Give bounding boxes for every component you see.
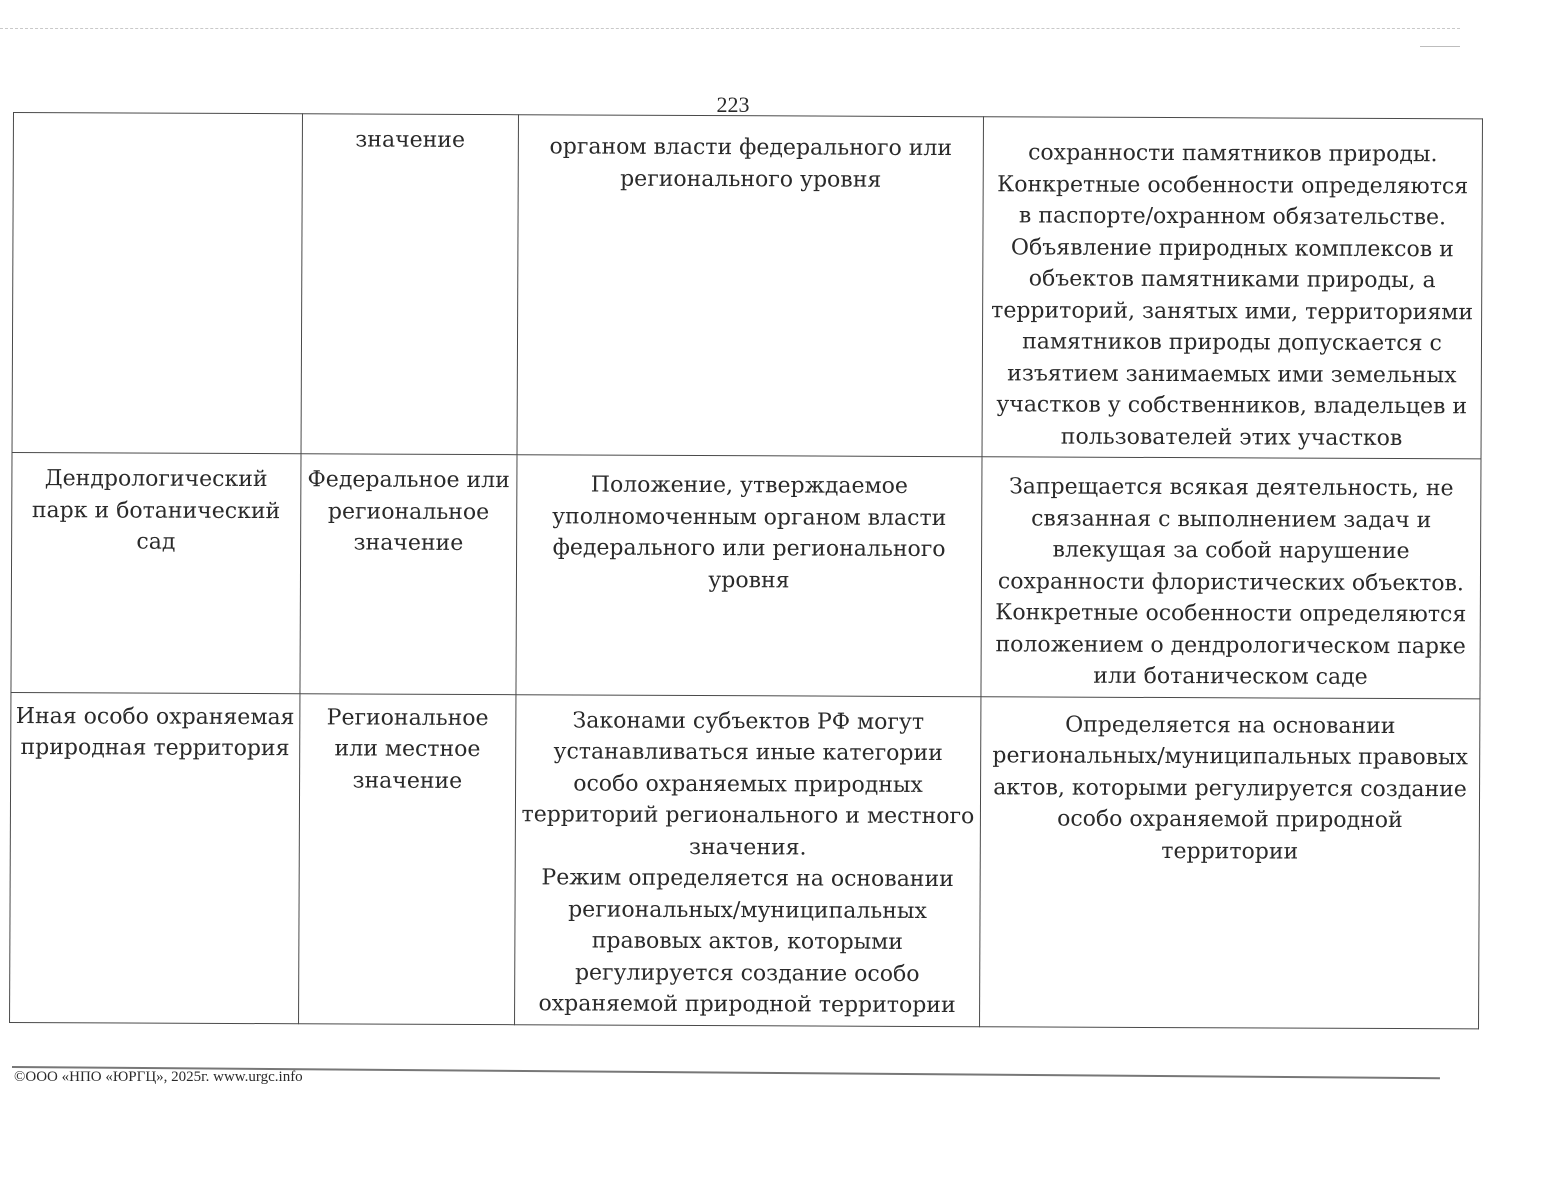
table-row (10, 692, 1480, 1028)
table-row (11, 452, 1481, 698)
document-text: органом власти федерального или регионального уровня (549, 134, 953, 193)
cell-significance (300, 454, 517, 694)
document-text: Законами субъектов РФ могут устанавливаться иные категории особо охраняемых природных территорий регионального и местного значения. Режим определяется на основании региональных/муниципальных правовых актов, которыми регулируется создание особо охраняемой природной территории (521, 707, 975, 1019)
table-row (12, 113, 1482, 459)
cell-category (12, 113, 302, 454)
cell-category (11, 452, 301, 693)
cell-regime (979, 696, 1479, 1028)
cell-document (516, 455, 982, 697)
cell-document (517, 115, 983, 457)
regime-text: Определяется на основании региональных/муниципальных правовых актов, которыми регулируется создание особо охраняемой природной территории (992, 712, 1469, 865)
cell-regime (981, 457, 1481, 699)
significance-text: значение (355, 127, 466, 153)
cell-significance (298, 693, 516, 1024)
table-container (9, 112, 1483, 1029)
protected-areas-table (9, 112, 1483, 1029)
category-text: Иная особо охраняемая природная территория (15, 703, 295, 762)
page-number: 223 (716, 92, 750, 117)
document-text: Положение, утверждаемое уполномоченным органом власти федерального или регионального уровня (552, 472, 947, 593)
regime-text: сохранности памятников природы. Конкретные особенности определяются в паспорте/охранном обязательстве. Объявление природных комплексов и объектов памятниками природы, а территорий, занятых ими, территориями памятников природы допускается с изъятием занимаемых ими земельных участков у собственников, владельцев и пользователей этих участков (991, 140, 1474, 451)
cell-significance (301, 114, 519, 455)
scan-artifact-line (0, 28, 1460, 29)
footer-copyright: ©ООО «НПО «ЮРГЦ», 2025г. www.urgc.info (14, 1069, 303, 1085)
scan-artifact-dash (1420, 46, 1460, 47)
cell-category (10, 692, 300, 1023)
category-text (18, 121, 298, 122)
cell-regime (982, 117, 1483, 459)
significance-text: Региональное или местное значение (326, 704, 489, 794)
cell-document (515, 694, 981, 1026)
category-text: Дендрологический парк и ботанический сад (31, 466, 281, 555)
significance-text: Федеральное или региональное значение (307, 467, 510, 556)
regime-text: Запрещается всякая деятельность, не связанная с выполнением задач и влекущая за собой нарушение сохранности флористических объектов. Конкретные особенности определяются положением о дендрологическом парке или ботаническом саде (995, 474, 1467, 690)
